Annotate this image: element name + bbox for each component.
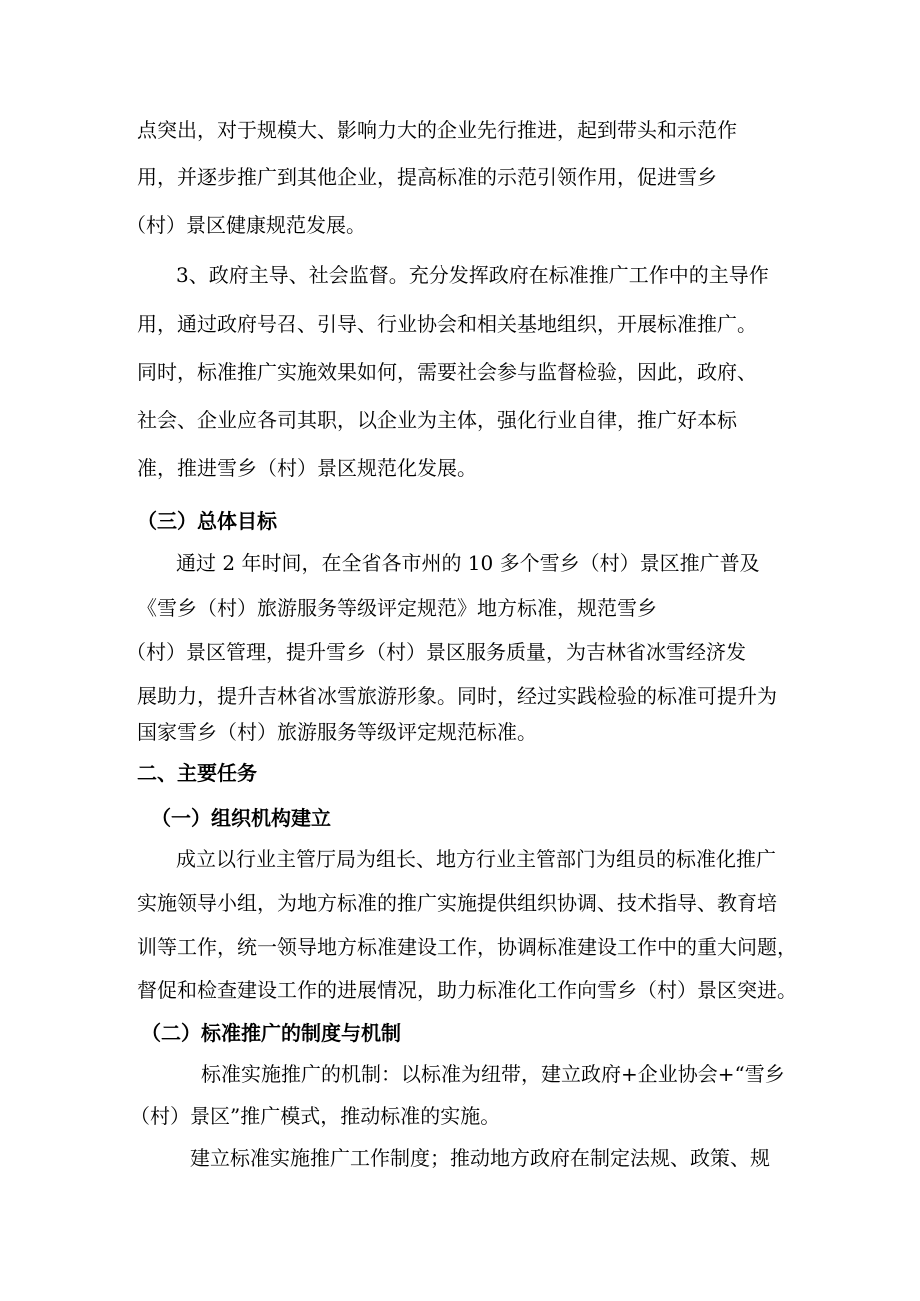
section-heading: （三）总体目标 [137,509,277,533]
section-heading: （二）标准推广的制度与机制 [141,1021,401,1045]
chapter-heading: 二、主要任务 [137,761,257,785]
body-text-line: 点突出，对于规模大、影响力大的企业先行推进，起到带头和示范作 [137,118,737,142]
body-text-line: 社会、企业应各司其职，以企业为主体，强化行业自律，推广好本标 [137,408,737,432]
body-text-line: （村）景区管理，提升雪乡（村）景区服务质量，为吉林省冰雪经济发 [126,640,746,664]
body-text-line: 标准实施推广的机制：以标准为纽带，建立政府+企业协会+“雪乡 [201,1062,785,1086]
body-text-line: 用，并逐步推广到其他企业，提高标准的示范引领作用，促进雪乡 [137,165,717,189]
body-text-line: 督促和检查建设工作的进展情况，助力标准化工作向雪乡（村）景区突进。 [137,978,797,1002]
body-text-line: 通过 2 年时间，在全省各市州的 10 多个雪乡（村）景区推广普及 [176,551,760,575]
body-text-line: 《雪乡（村）旅游服务等级评定规范》地方标准，规范雪乡 [137,596,657,620]
body-text-line: 准，推进雪乡（村）景区规范化发展。 [137,456,477,480]
body-text-line: 用，通过政府号召、引导、行业协会和相关基地组织，开展标准推广。 [137,312,757,336]
body-text-line: 训等工作，统一领导地方标准建设工作，协调标准建设工作中的重大问题， [137,935,797,959]
body-text-line: 同时，标准推广实施效果如何，需要社会参与监督检验，因此，政府、 [137,360,757,384]
body-text-line: 成立以行业主管厅局为组长、地方行业主管部门为组员的标准化推广 [176,847,776,871]
body-text-line: 建立标准实施推广工作制度；推动地方政府在制定法规、政策、规 [190,1146,770,1170]
body-text-line: （村）景区健康规范发展。 [126,213,366,237]
body-text-line: 实施领导小组，为地方标准的推广实施提供组织协调、技术指导、教育培 [137,891,777,915]
body-text-line: （村）景区”推广模式，推动标准的实施。 [130,1104,501,1128]
body-text-line: 3、政府主导、社会监督。充分发挥政府在标准推广工作中的主导作 [176,263,769,287]
body-text-line: 展助力，提升吉林省冰雪旅游形象。同时，经过实践检验的标准可提升为 [137,684,777,708]
body-text-line: 国家雪乡（村）旅游服务等级评定规范标准。 [137,720,537,744]
section-heading: （一）组织机构建立 [151,806,331,830]
